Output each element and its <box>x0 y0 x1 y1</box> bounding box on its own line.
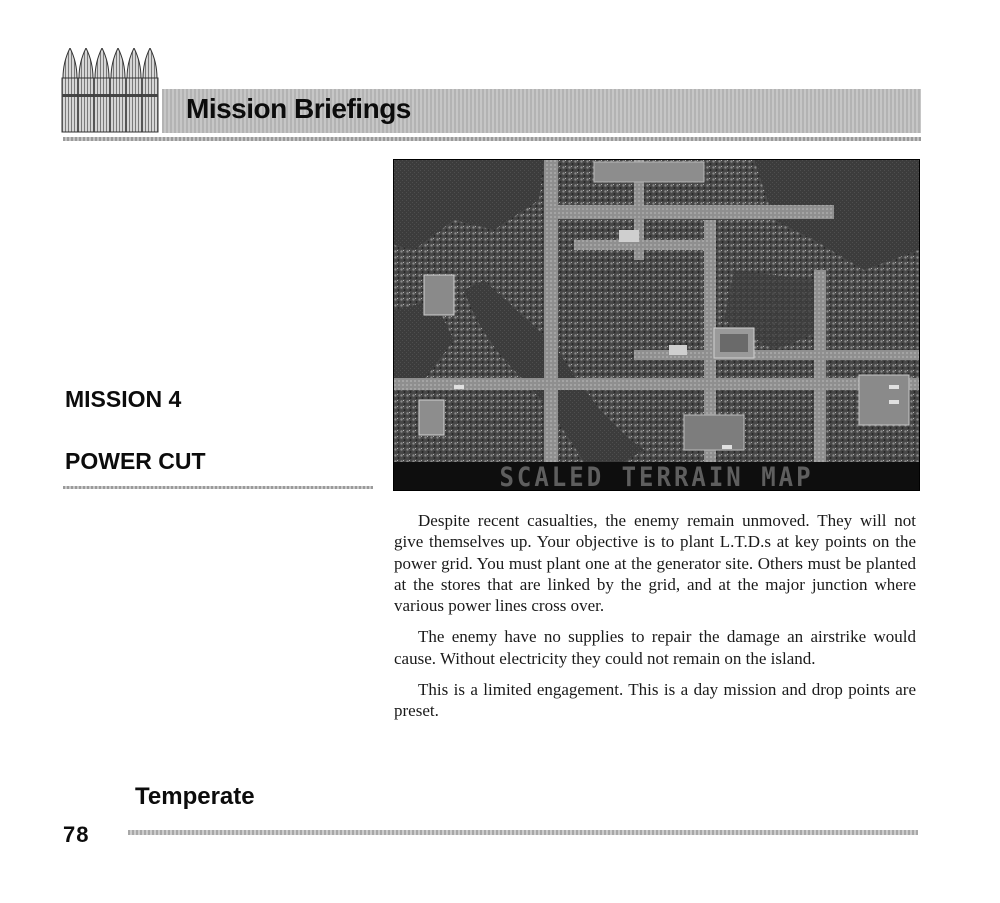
terrain-map-graphic <box>394 160 919 462</box>
bullets-icon <box>60 48 162 134</box>
header-divider <box>63 137 921 141</box>
mission-number: MISSION 4 <box>65 386 182 412</box>
page-number: 78 <box>63 822 90 847</box>
footer-divider <box>128 830 918 835</box>
briefing-paragraph: This is a limited engagement. This is a day mission and drop points are preset. <box>394 680 916 721</box>
mission-name: POWER CUT <box>65 448 206 474</box>
briefing-text <box>394 510 916 732</box>
map-caption: SCALED TERRAIN MAP <box>499 461 814 491</box>
briefing-paragraph: The enemy have no supplies to repair the damage an airstrike would cause. Without electricity they could not remain on the island. <box>394 627 916 668</box>
briefing-paragraph: Despite recent casualties, the enemy remain unmoved. They will not give themselves up. Your objective is to plant L.T.D.s at key points on the power grid. You must plant one at the generator site. Others must be planted at the stores that are linked by the grid, and at the major junction where various power lines cross over. <box>394 511 916 616</box>
terrain-map-image <box>393 159 920 491</box>
climate-label: Temperate <box>135 783 255 810</box>
mission-divider <box>63 486 373 489</box>
page-title: Mission Briefings <box>186 93 411 124</box>
